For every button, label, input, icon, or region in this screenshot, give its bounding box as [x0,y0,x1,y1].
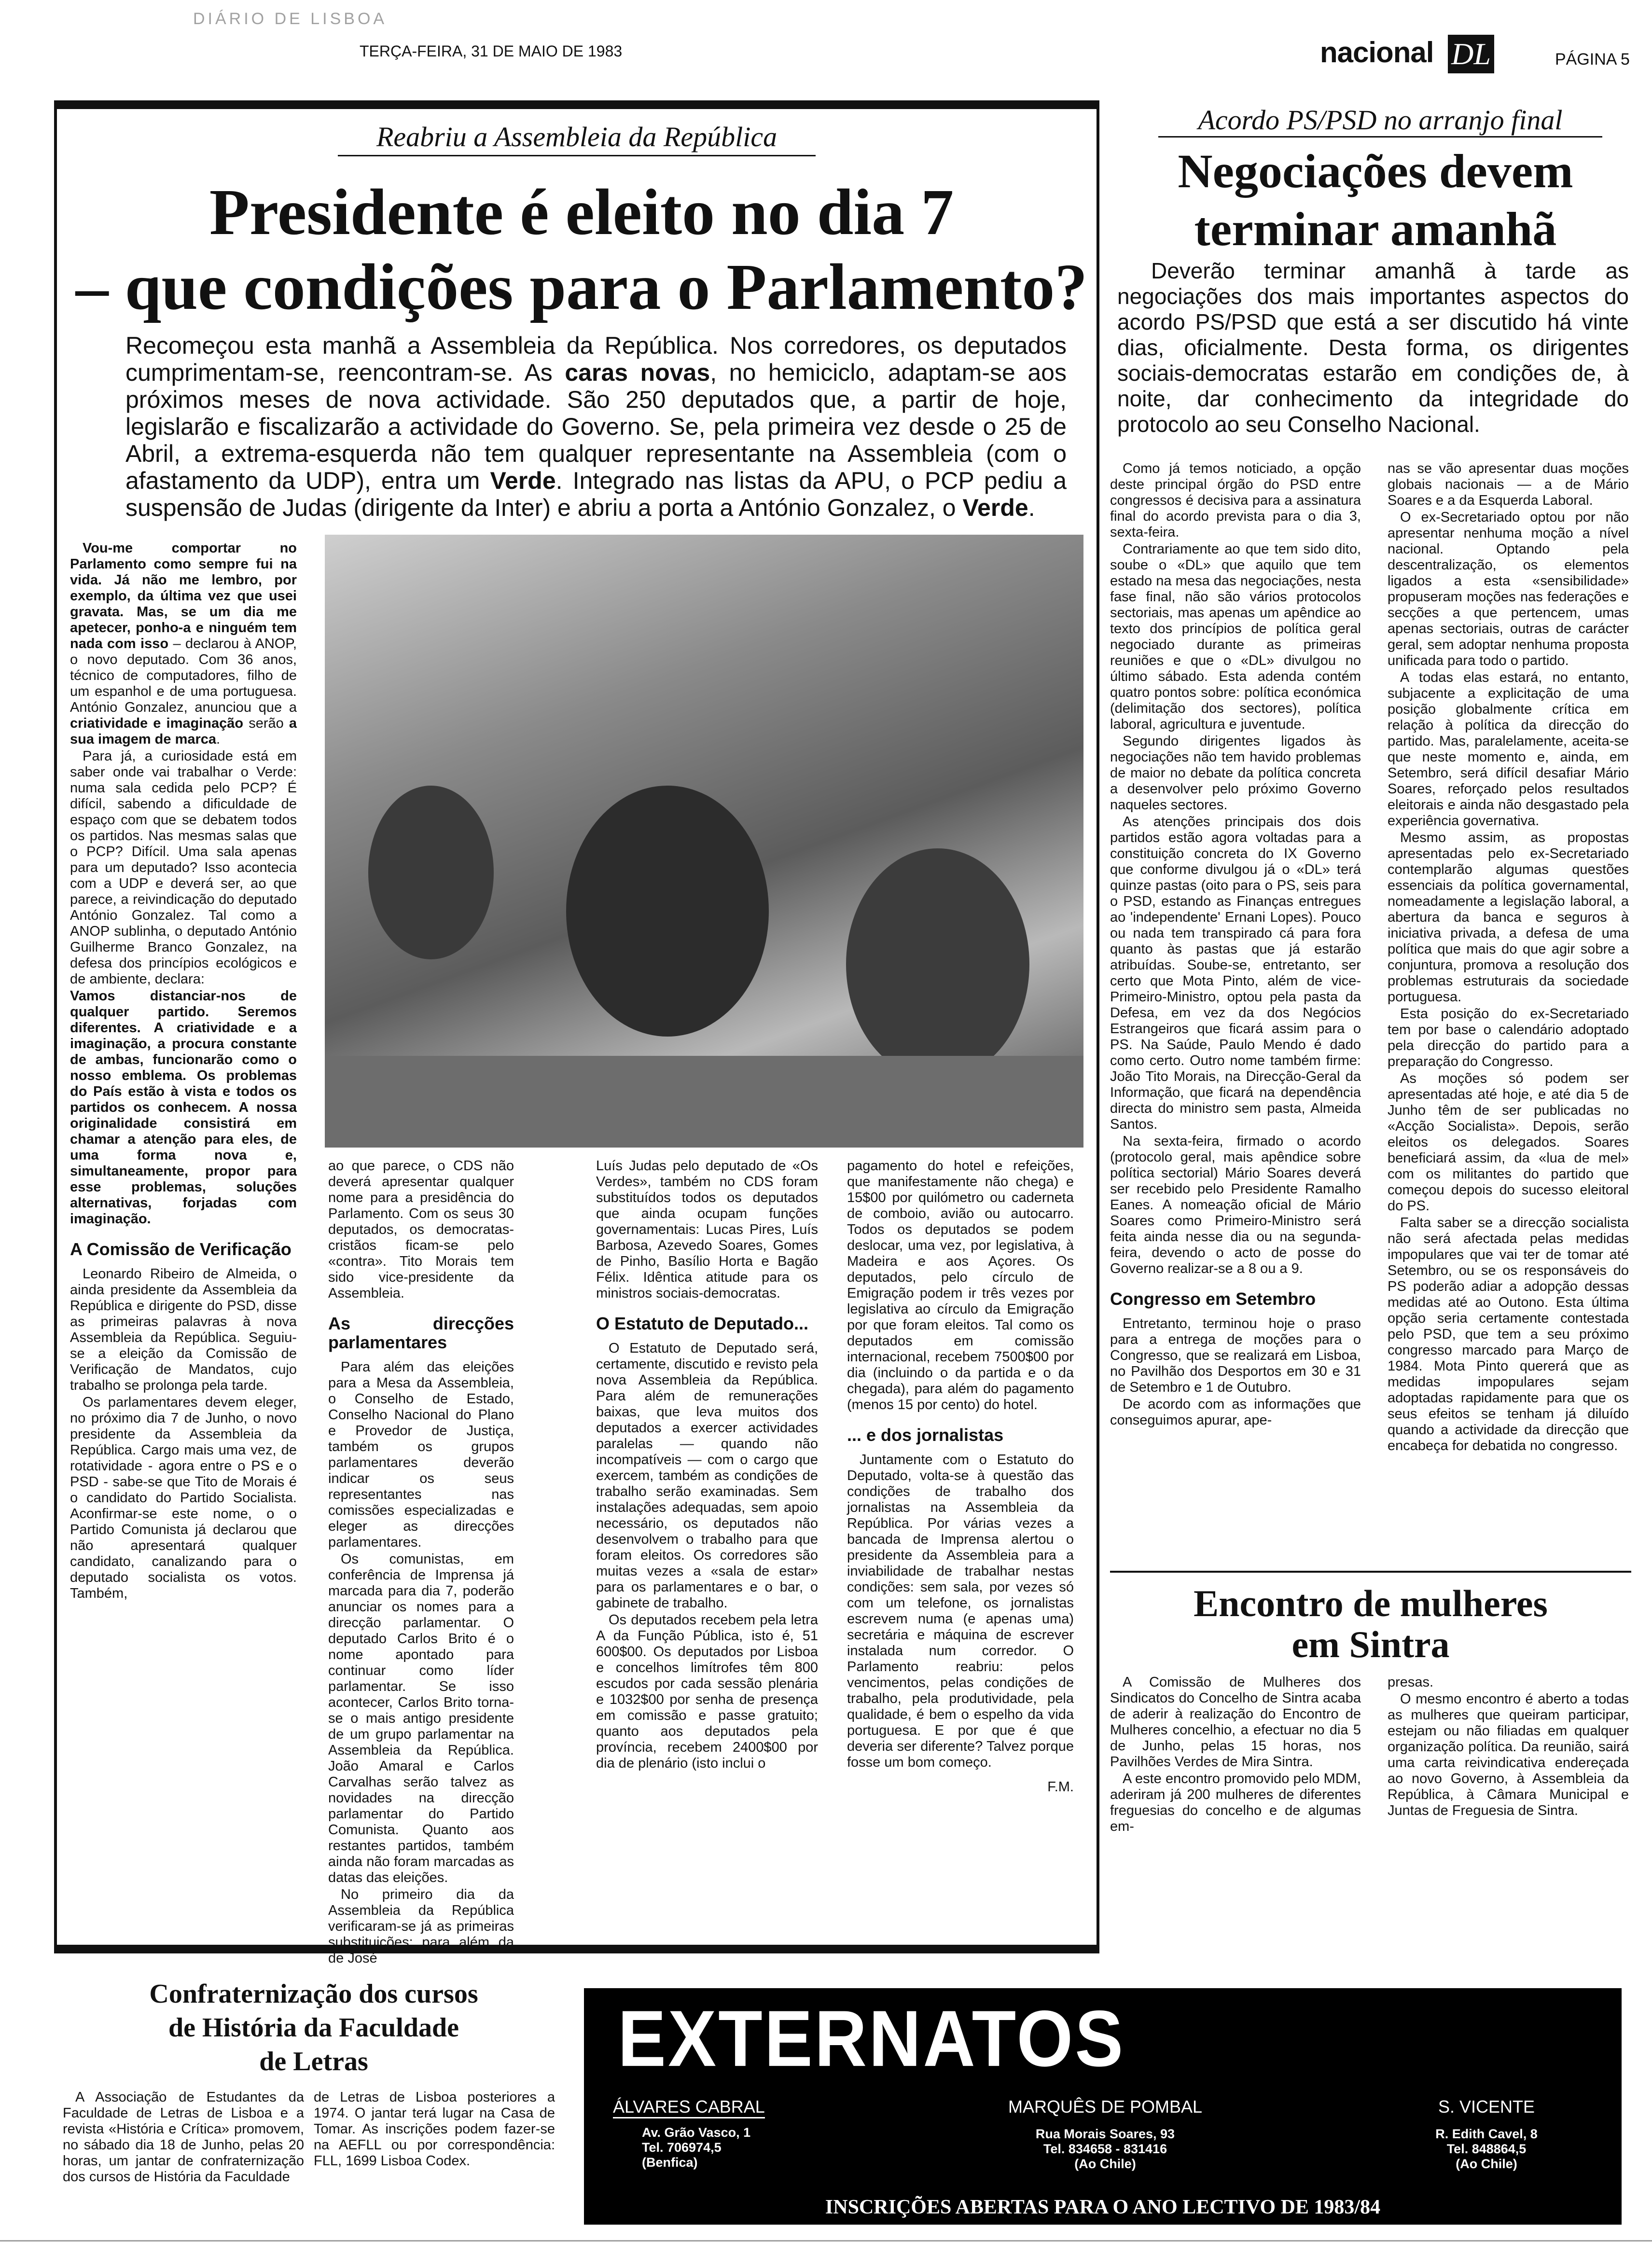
advert-school-3 [1380,2097,1593,2172]
heading-comissao-verificacao: A Comissão de Verificação [70,1239,292,1259]
advert-school-1 [613,2097,902,2170]
advert-school-2-address: Rua Morais Soares, 93 [1035,2127,1175,2141]
lead-bold-2: Verde [490,467,556,494]
main-right-rule [1097,100,1099,1952]
side-c2-para-3: A todas elas estará, no entanto, subjacente a explicitação de uma posição globalmente crítica em relação à política da direcção do partido. Mas, paralelamente, aceita-se que neste momento e, ainda, em Setembro, será difícil desafiar Mário Soares, reforçado pelos resultados eleitorais e ainda não desgastado pela experiência governativa. [1388,670,1629,829]
advert-school-2 [970,2097,1240,2172]
externatos-advert [584,1988,1622,2225]
col4-para-1: pagamento do hotel e refeições, que manifestamente não chega) e 15$00 por quilómetro ou caderneta de comboio, avião ou autocarro. Todos os deputados se podem deslocar, uma vez, por legislativa, à Madeira e aos Açores. Os deputados, pelo círculo de Emigração podem ir três vezes por legislativa ao círculo da Emigração por que foram eleitos. Tal como os deputados em comissão internacional, recebem 7500$00 por dia (incluindo o da partida e o da chegada), para além do pagamento (menos 15 por cento) do hotel. [847,1158,1074,1412]
side-c1-para-1: Como já temos noticiado, a opção deste principal órgão do PSD entre congressos é decisiva para a assinatura final do acordo prevista para o dia 3, sexta-feira. [1110,461,1361,540]
side-headline-line2: terminar amanhã [1194,202,1557,256]
main-headline-line2: – que condições para o Parlamento? [75,251,1088,323]
masthead-fragment: DIÁRIO DE LISBOA [193,10,388,28]
history-headline-line3: de Letras [259,2047,368,2076]
side-c2-para-5: Esta posição do ex-Secretariado tem por base o calendário adoptado pela direcção do partido para a preparação do Congresso. [1388,1006,1629,1069]
history-headline-line1: Confraternização dos cursos [149,1979,478,2009]
col3-para-1: Luís Judas pelo deputado de «Os Verdes», também no CDS foram substituídos todos os deputados que ainda ocupam funções governamentais: Lucas Pires, Luís Barbosa, Azevedo Soares, Gomes de Pinho, Basílio Horta e Bagão Félix. Idêntica atitude para os ministros sociais-democratas. [596,1158,818,1301]
side-column-1 [1110,461,1361,1566]
advert-school-1-area: (Benfica) [642,2155,698,2170]
heading-estatuto-deputado: O Estatuto de Deputado... [596,1314,809,1333]
side-c1-para-2: Contrariamente ao que tem sido dito, soube o «DL» que aquilo que tem estado na mesa das negociações, nesta fase final, não são vários protocolos sectoriais, mas apenas um apêndice ao texto dos princípios de política geral negociado durante as primeiras reuniões e que o «DL» divulgou no último sábado. Esta adenda contém quatro pontos sobre: política económica (delimitação dos sectores), política laboral, agricultura e juventude. [1110,541,1361,732]
lead-bold-1: caras novas [565,359,710,386]
heading-congresso-setembro: Congresso em Setembro [1110,1289,1316,1309]
lead-end: . [1028,494,1035,521]
col1-bold-quote: Vamos distanciar-nos de qualquer partido. Seremos diferentes. A criatividade e a imaginação, a procura constante de ambas, funcionarão como o nosso emblema. Os problemas do País estão à vista e todos os partidos os conhecem. A nossa originalidade consistirá em chamar a atenção para eles, de uma forma nova e, simultaneamente, propor para esse problemas, soluções alternativas, forjadas com imaginação. [70,988,297,1227]
side-c2-para-2: O ex-Secretariado optou por não apresentar nenhuma moção a nível nacional. Optando pela descentralização, os elementos ligados a esta «sensibilidade» propuseram moções nas federações e secções a que pertencem, umas apenas sectoriais, outras de carácter geral, sem adoptar nenhuma proposta unificada para todo o partido. [1388,510,1629,668]
col1-para-3: Leonardo Ribeiro de Almeida, o ainda presidente da Assembleia da República e dirigente do PSD, disse as primeiras palavras à nova Assembleia da República. Seguiu-se a eleição da Comissão de Verificação de Mandatos, cujo trabalho se prolonga pela tarde. [70,1266,297,1393]
col1-para-4: Os parlamentares devem eleger, no próximo dia 7 de Junho, o novo presidente da Assembleia da República. Cargo mais uma vez, de rotatividade - agora entre o PS e o PSD - sabe-se que Tito de Morais é o candidato do Partido Socialista. Aconfirmar-se este nome, o o Partido Comunista já declarou que não apresentará qualquer candidato, canalizando para o deputado socialista os votos. Também, [70,1395,297,1601]
page-number: PÁGINA 5 [1555,50,1630,69]
main-headline-line1: Presidente é eleito no dia 7 [209,176,954,249]
header-date: TERÇA-FEIRA, 31 DE MAIO DE 1983 [360,42,623,60]
women-c2-para-2: O mesmo encontro é aberto a todas as mulheres que queiram participar, estejam ou não filiadas em qualquer organização política. Da reunião, sairá uma carta reivindicativa endereçada ao novo Governo, à Assembleia da República, à Câmara Municipal e Juntas de Freguesia de Sintra. [1388,1691,1629,1818]
side-c1-para-4: As atenções principais dos dois partidos estão agora voltadas para a constituição concreta do IX Governo que conforme divulgou já o «DL» terá quinze pastas (oito para o PS, seis para o PSD, estando as Finanças entregues ao 'independente' Ernani Lopes). Pouco ou nada tem transpirado cá para fora quanto às pastas que já estarão atribuídas. Soube-se, entretanto, ser certo que Mota Pinto, além de vice-Primeiro-Ministro, optou pela pasta da Defesa, em vez da dos Negócios Estrangeiros que ficará assim para o PS. Na Saúde, Paulo Mendo é dado como certo. Outro nome também firme: João Tito Morais, na Direcção-Geral da Informação, que ficará na dependência directa do ministro sem pasta, Almeida Santos. [1110,814,1361,1132]
history-c2-text: de Letras de Lisboa posteriores a 1974. O jantar terá lugar na Casa de Tomar. As inscrições podem fazer-se na AEFLL ou por correspondência: FLL, 1699 Lisboa Codex. [314,2090,555,2169]
side-column-2 [1388,461,1629,1566]
col1-bold-a: criatividade e imaginação [70,716,244,731]
advert-school-3-name: S. VICENTE [1438,2097,1535,2117]
women-headline-line2: em Sintra [1291,1623,1450,1665]
side-c2-para-4: Mesmo assim, as propostas apresentadas pelo ex-Secretariado contemplarão algumas questões essenciais da política governamental, nomeadamente a legislação laboral, a abertura da banca e seguros à iniciativa privada, a defesa de uma política que mais do que agir sobre a conjuntura, promova a resolução dos problemas estruturais da sociedade portuguesa. [1388,830,1629,1005]
newspaper-logo-icon: DL [1448,35,1494,73]
side-c2-para-7: Falta saber se a direcção socialista não será afectada pelas medidas impopulares que vai ter de tomar até Setembro, ou se os responsáveis do PS poderão adiar a adopção dessas medidas até ao Outono. Esta última opção seria certamente contestada pelo PSD, que tem a seu próximo congresso marcado para Março de 1984. Mota Pinto quererá que as medidas impopulares sejam adoptadas rapidamente para que os seus efeitos se tenham já diluído quando a actividade da direcção que encabeça for debatida no congresso. [1388,1215,1629,1453]
side-c2-para-1: nas se vão apresentar duas moções globais nacionais — a de Mário Soares e a da Esquerda Laboral. [1388,461,1629,508]
side-lead: Deverão terminar amanhã à tarde as negociações dos mais importantes aspectos do acordo PS/PSD que está a ser discutido há vinte dias, oficialmente. Desta forma, os dirigentes sociais-democratas estarão em condições de, à noite, dar conhecimento da integridade do protocolo ao seu Conselho Nacional. [1117,258,1629,437]
advert-footer: INSCRIÇÕES ABERTAS PARA O ANO LECTIVO DE 1983/84 [825,2196,1381,2218]
col1-text-1c: . [216,732,221,747]
main-column-1 [70,540,297,1930]
col2-para-4: No primeiro dia da Assembleia da República verificaram-se já as primeiras substituições: para além da de José [328,1887,514,1966]
side-headline-line1: Negociações devem [1178,144,1573,198]
advert-school-3-tel: Tel. 848864,5 [1446,2142,1527,2156]
side-kicker: Acordo PS/PSD no arranjo final [1158,104,1602,138]
lead-text-1: Recomeçou esta manhã a Assembleia da República. Nos corredores, os deputados cumprimentam-se, reencontram-se. As [125,332,1067,386]
advert-school-2-name: MARQUÊS DE POMBAL [1008,2097,1203,2117]
col2-para-2: Para além das eleições para a Mesa da Assembleia, o Conselho de Estado, Conselho Nacional do Plano e Provedor de Justiça, também os grupos parlamentares deverão indicar os seus representantes nas comissões especializadas e eleger as direcções parlamentares. [328,1359,514,1550]
advert-school-1-name: ÁLVARES CABRAL [613,2097,765,2118]
photo-figure-left [368,786,494,959]
side-c1-para-5: Na sexta-feira, firmado o acordo (protocolo geral, mais apêndice sobre política sectorial) Mário Soares deverá ser recebido pelo Presidente Ramalho Eanes. A nomeação oficial de Mário Soares como Primeiro-Ministro será feita ainda nesse dia ou na segunda-feira, devendo o acto de posse do Governo realizar-se a 8 ou a 9. [1110,1134,1361,1276]
col4-para-2: Juntamente com o Estatuto do Deputado, volta-se à questão das condições de trabalho dos jornalistas na Assembleia da República. Por várias vezes a bancada de Imprensa alertou o presidente da Assembleia para a inviabilidade de trabalhar nestas condições: sem sala, por vezes só com um telefone, os jornalistas escrevem numa (e apenas uma) secretária e máquina de escrever instalada num corredor. O Parlamento reabriu: pelos vencimentos, pelas condições de trabalho, pela produtividade, pela qualidade, é bem o espelho da vida portuguesa. E por que é que deveria ser diferente? Talvez porque fosse um bom começo. [847,1452,1074,1770]
side-c1-para-6: Entretanto, terminou hoje o praso para a entrega de moções para o Congresso, que se realizará em Lisboa, no Pavilhão dos Desportos em 30 e 31 de Setembro e 1 de Outubro. [1110,1316,1361,1395]
advert-school-1-tel: Tel. 706974,5 [642,2140,722,2155]
lead-text-3: . Integrado nas listas da APU, o PCP pediu a suspensão de Judas (dirigente da Inter) e abriu a porta a António Gonzalez, o [125,467,1067,521]
main-left-rule [54,100,57,1952]
page-bottom-rule [0,2240,1652,2242]
women-c1-para-1: A Comissão de Mulheres dos Sindicatos do Concelho de Sintra acaba de aderir à realização do Encontro de Mulheres concelhio, a efectuar no dia 5 de Junho, pelas 15 horas, nos Pavilhões Verdes de Mira Sintra. [1110,1675,1361,1770]
women-c2-para-1: presas. [1388,1675,1434,1690]
gonzalez-quote: Vou-me comportar no Parlamento como sempre fui na vida. Já não me lembro, por exemplo, da última vez que usei gravata. Mas, se um dia me apetecer, ponho-a e ninguém tem nada com isso [70,540,297,651]
main-bottom-rule [54,1945,1099,1953]
advert-school-3-address: R. Edith Cavel, 8 [1435,2127,1538,2141]
history-column-1 [63,2090,304,2234]
women-top-rule [1110,1571,1631,1573]
women-headline-line1: Encontro de mulheres [1194,1582,1548,1624]
women-column-1 [1110,1675,1361,1945]
main-column-4 [847,1158,1074,1930]
history-headline-line2: de História da Faculdade [168,2013,459,2043]
photo-figure-center [566,786,769,1037]
col3-para-2: O Estatuto de Deputado será, certamente, discutido e revisto pela nova Assembleia da República. Para além de remunerações baixas, que leva muitos dos deputados a exercer actividades paralelas — quando não incompatíveis — com o cargo que exercem, também as condições de trabalho serão examinadas. Sem instalações adequadas, sem apoio necessário, os deputados não desenvolvem o trabalho para que foram eleitos. Os corredores são muitas vezes a «sala de estar» para os parlamentares e o bar, o gabinete de trabalho. [596,1341,818,1611]
col1-text-1b: serão [243,716,289,731]
side-c1-para-3: Segundo dirigentes ligados às negociações não tem havido problemas de maior no debate da política concreta a desenvolver pelo próximo Governo naqueles sectores. [1110,734,1361,813]
side-c1-para-7: De acordo com as informações que conseguimos apurar, ape- [1110,1397,1361,1428]
advert-school-3-area: (Ao Chile) [1456,2157,1517,2171]
main-kicker: Reabriu a Assembleia da República [338,121,816,156]
masthead-strip [10,10,1641,29]
history-column-2 [314,2090,555,2234]
advert-school-1-address: Av. Grão Vasco, 1 [642,2125,751,2140]
history-c1-text: A Associação de Estudantes da Faculdade de Letras de Lisboa e a revista «História e Crítica» promovem, no sábado dia 18 de Junho, pelas 20 horas, um jantar de confraternização dos cursos de História da Faculdade [63,2090,304,2185]
parliament-photo [325,535,1083,1148]
main-column-2 [328,1158,514,1966]
heading-jornalistas: ... e dos jornalistas [847,1425,1004,1445]
col2-para-1: ao que parece, o CDS não deverá apresentar qualquer nome para a presidência do Parlamento. Com os seus 30 deputados, os democratas-cristãos ficam-se pelo «contra». Tito Morais tem sido vice-presidente da Assembleia. [328,1158,514,1301]
author-signature: F.M. [1047,1779,1074,1795]
col1-para-2: Para já, a curiosidade está em saber onde vai trabalhar o Verde: numa sala cedida pelo PCP? É difícil, sabendo a dificuldade de espaço com que se debatem todos os partidos. Nas mesmas salas que o PCP? Difícil. Uma sala apenas para um deputado? Isso acontecia com a UDP e deverá ser, ao que parece, a reivindicação do deputado António Gonzalez. Tal como a ANOP sublinha, o deputado António Guilherme Branco Gonzalez, na defesa dos princípios ecológicos e de ambiente, declara: [70,748,297,987]
advert-school-2-area: (Ao Chile) [1074,2157,1136,2171]
advert-brand: EXTERNATOS [618,1993,1125,2083]
col3-para-3: Os deputados recebem pela letra A da Função Pública, isto é, 51 600$00. Os deputados por Lisboa e concelhos limítrofes têm 800 escudos por cada sessão plenária e 1032$00 por senha de presença em comissão e passe gratuito; quanto aos deputados pela província, recebem 2400$00 por dia de plenário (isto inclui o [596,1612,818,1771]
main-top-rule [54,100,1099,109]
section-label: nacional [1320,36,1434,69]
women-column-2 [1388,1675,1629,1945]
lead-text-2: , no hemiciclo, adaptam-se aos próximos meses de nova actividade. São 250 deputados que, a partir de hoje, legislarão e fiscalizarão a actividade do Governo. Se, pela primeira vez desde o 25 de Abril, a extrema-esquerda não tem qualquer representante na Assembleia (com o afastamento da UDP), entra um [125,359,1067,494]
women-c1-para-2: A este encontro promovido pelo MDM, aderiram já 200 mulheres de diferentes freguesias do concelho e de algumas em- [1110,1771,1361,1834]
side-c2-para-6: As moções só podem ser apresentadas até hoje, e até dia 5 de Junho têm de ser publicadas no «Acção Socialista». Depois, serão eleitos os delegados. Soares beneficiará assim, da «lua de mel» com os militantes do partido que começou depois do sucesso eleitoral do PS. [1388,1071,1629,1214]
photo-figure-right [846,848,1029,1080]
col1-text-1: – declarou à ANOP, o novo deputado. Com 36 anos, técnico de computadores, filho de um espanhol e de uma portuguesa. António Gonzalez, anunciou que a [70,636,297,715]
main-lead [125,332,1067,521]
col1-bold-b: a sua imagem de marca [70,716,297,747]
photo-bench [325,1056,1083,1148]
main-column-3 [596,1158,818,1930]
lead-bold-3: Verde [962,494,1028,521]
col2-para-3: Os comunistas, em conferência de Imprensa já marcada para dia 7, poderão anunciar os nomes para a direcção parlamentar. O deputado Carlos Brito é o nome apontado para continuar como líder parlamentar. Se isso acontecer, Carlos Brito torna-se o mais antigo presidente de um grupo parlamentar na Assembleia da República. João Amaral e Carlos Carvalhas serão talvez as novidades na direcção parlamentar do Partido Comunista. Quanto aos restantes partidos, também ainda não foram marcadas as datas das eleições. [328,1551,514,1885]
heading-direccoes-parlamentares: As direcções parlamentares [328,1314,514,1352]
advert-school-2-tel: Tel. 834658 - 831416 [1043,2142,1167,2156]
